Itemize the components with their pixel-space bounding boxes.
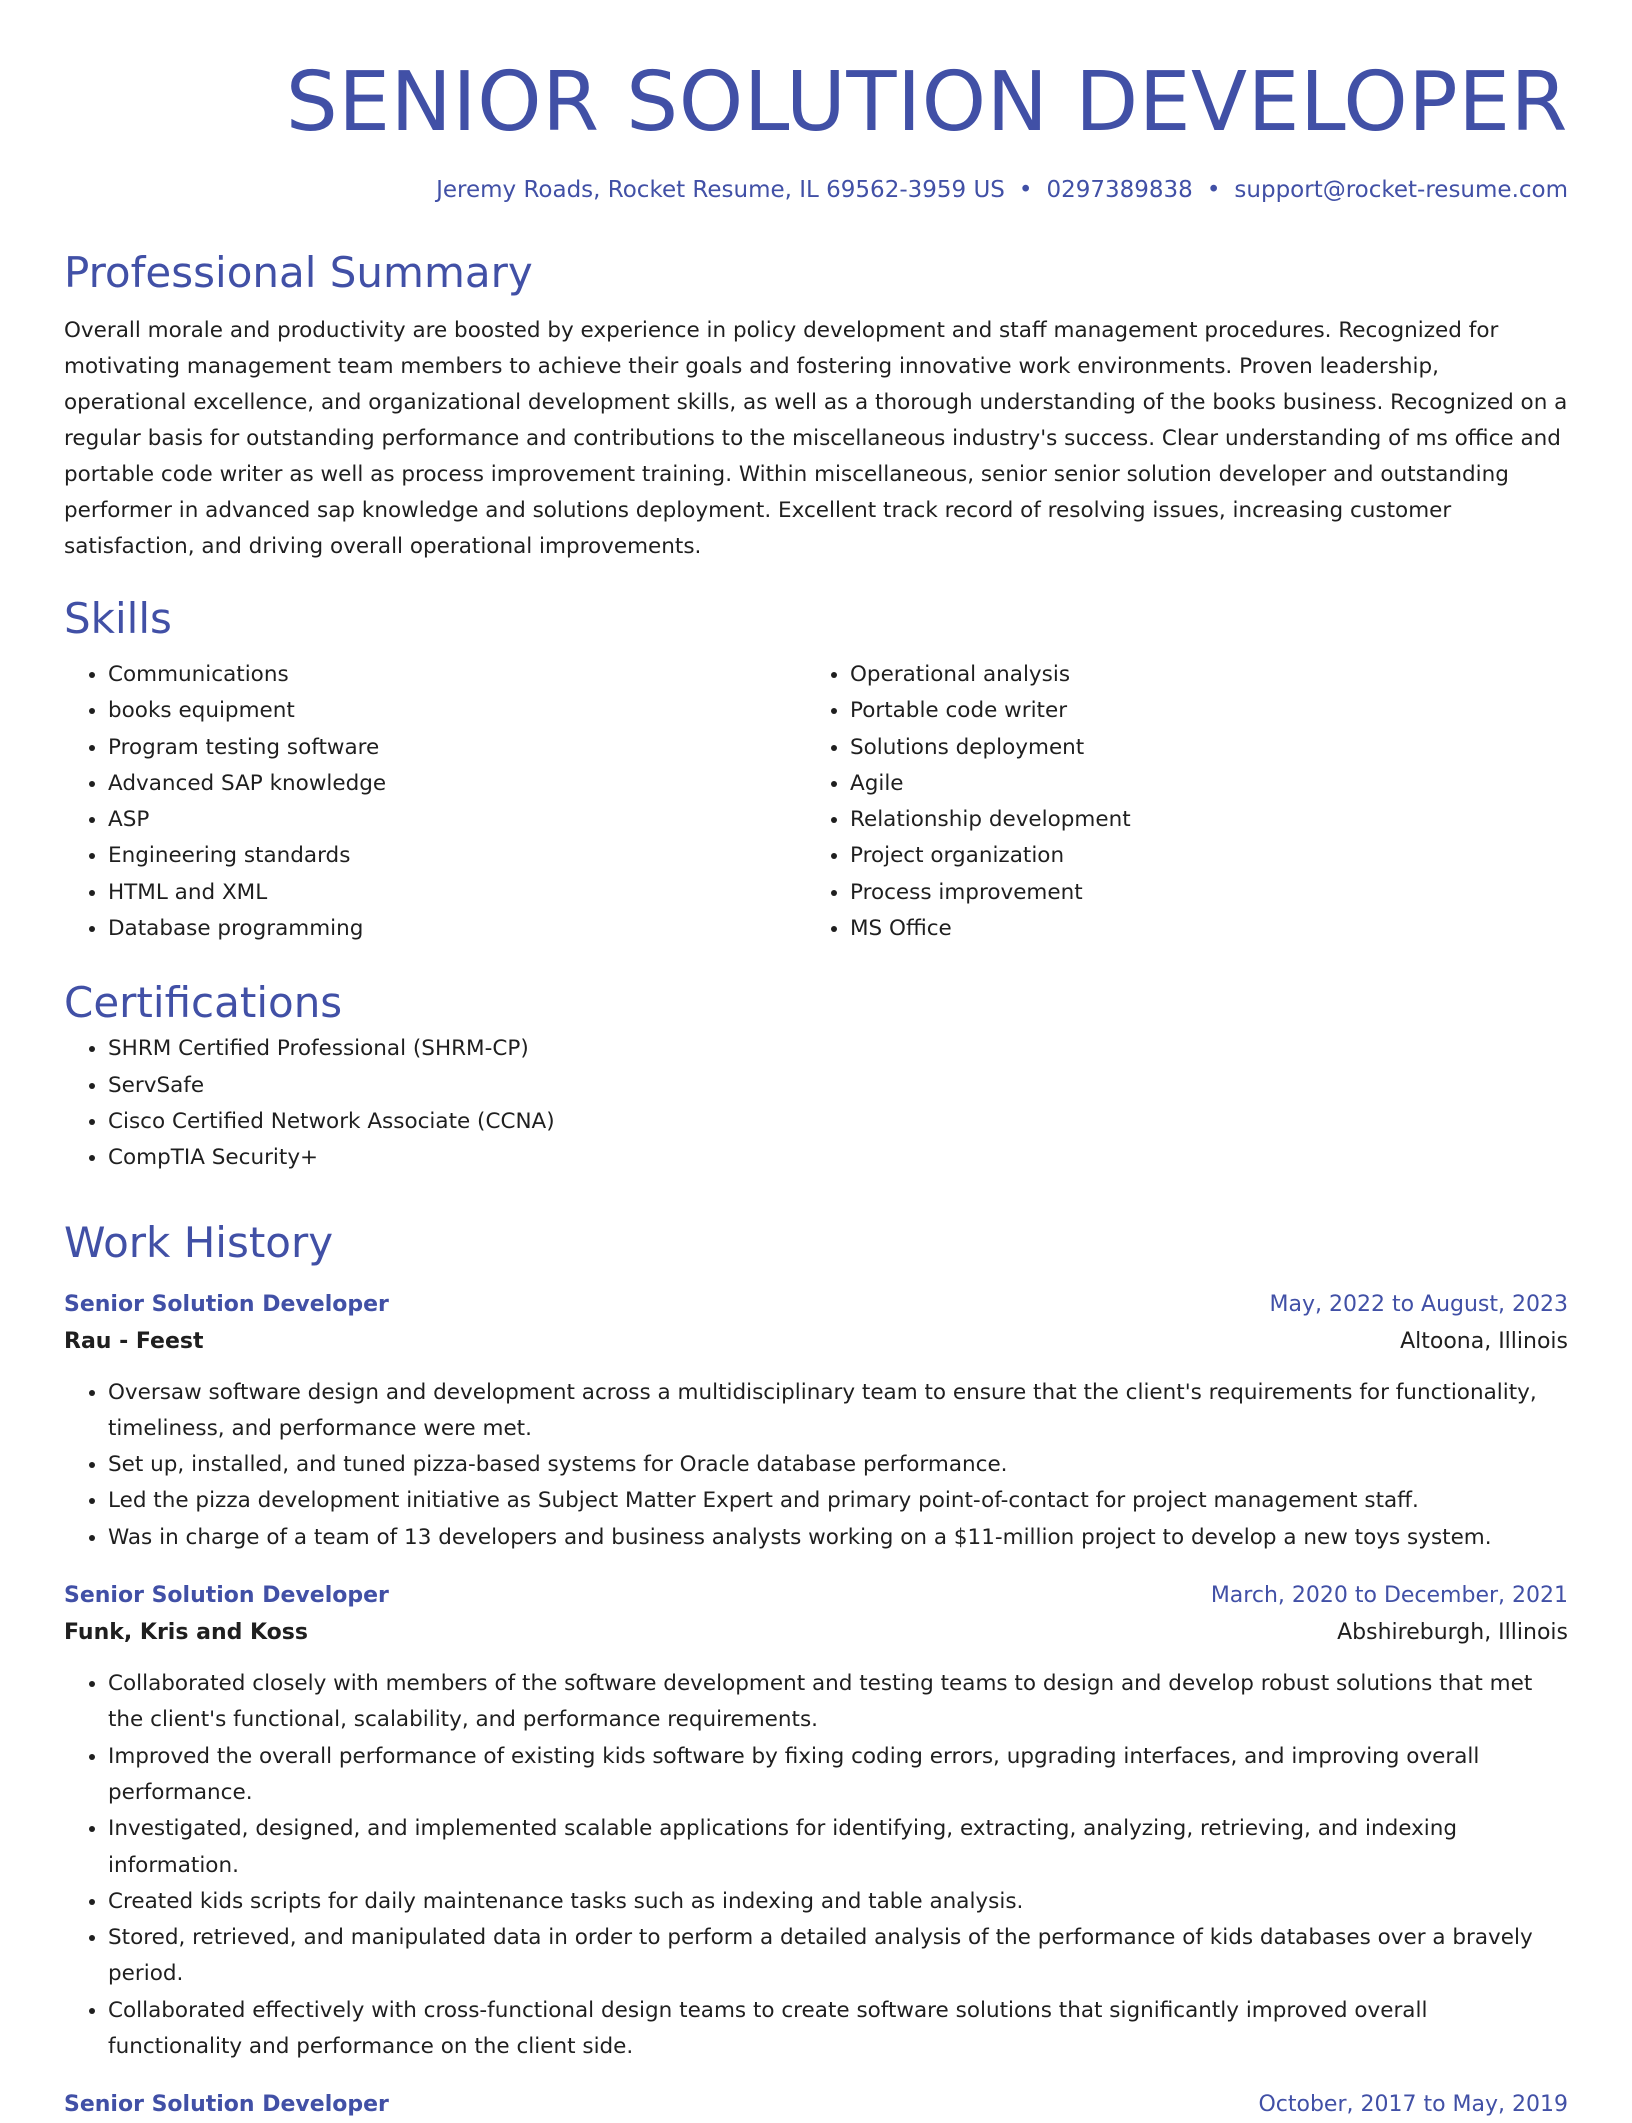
skills-list-right <box>806 657 1548 947</box>
job-header-row <box>64 1578 1568 1614</box>
job-bullet: • Stored, retrieved, and manipulated data in order to perform a detailed analysis of the performance of kids databases over a bravely period. <box>108 1920 1568 1993</box>
certifications-heading: Certifications <box>64 978 343 1028</box>
certification-item: • ServSafe <box>108 1068 1568 1104</box>
job-company: Funk, Kris and Koss <box>64 1620 308 1646</box>
job-location: Abshireburgh, Illinois <box>1337 1620 1568 1646</box>
job-company: Rau - Feest <box>64 1328 204 1354</box>
skill-item: • Solutions deployment <box>850 730 1548 766</box>
work-history-list <box>64 1287 1568 2123</box>
job-dates: October, 2017 to May, 2019 <box>1258 2092 1568 2118</box>
summary-heading: Professional Summary <box>64 248 533 297</box>
skills-list-left <box>64 657 806 947</box>
job-entry <box>64 1578 1568 2065</box>
skill-item: • Process improvement <box>850 875 1548 911</box>
skill-item: • ASP <box>108 802 806 838</box>
job-header-row <box>64 1287 1568 1323</box>
certification-item: • CompTIA Security+ <box>108 1140 1568 1176</box>
job-dates: March, 2020 to December, 2021 <box>1210 1583 1568 1609</box>
certification-item: • Cisco Certified Network Associate (CCNA) <box>108 1104 1568 1140</box>
job-bullets <box>64 1666 1568 2065</box>
skill-item: • Operational analysis <box>850 657 1548 693</box>
skill-item: • books equipment <box>108 693 806 729</box>
summary-text: Overall morale and productivity are boosted by experience in policy development and staff management procedures. Recognized for motivating management team members to achieve their goals and fostering innovative work environments. Proven leadership, operational excellence, and organizational development skills, as well as a thorough understanding of the books business. Recognized on a regular basis for outstanding performance and contributions to the miscellaneous industry's success. Clear understanding of ms office and portable code writer as well as process improvement training. Within miscellaneous, senior senior solution developer and outstanding performer in advanced sap knowledge and solutions deployment. Excellent track record of resolving issues, increasing customer satisfaction, and driving overall operational improvements. <box>64 318 1568 559</box>
job-bullet: • Oversaw software design and development across a multidisciplinary team to ensure that the client's requirements for functionality, timeliness, and performance were met. <box>108 1375 1568 1448</box>
skills-heading: Skills <box>64 594 172 643</box>
skill-item: • Program testing software <box>108 730 806 766</box>
job-bullet: • Set up, installed, and tuned pizza-based systems for Oracle database performance. <box>108 1447 1568 1483</box>
job-location: Altoona, Illinois <box>1400 1328 1568 1354</box>
job-title: Senior Solution Developer <box>64 1583 389 1609</box>
skill-item: • HTML and XML <box>108 875 806 911</box>
job-company-row <box>64 1323 1568 1361</box>
job-entry <box>64 1287 1568 1556</box>
skill-item: • Engineering standards <box>108 838 806 874</box>
skill-item: • Communications <box>108 657 806 693</box>
job-title: Senior Solution Developer <box>64 1291 389 1317</box>
skill-item: • Agile <box>850 766 1548 802</box>
contact-separator: • <box>1018 177 1033 203</box>
certifications-list <box>64 1031 1568 1176</box>
resume-title: SENIOR SOLUTION DEVELOPER <box>285 55 1568 150</box>
job-bullet: • Collaborated closely with members of the software development and testing teams to design and develop robust solutions that met the client's functional, scalability, and performance requirements. <box>108 1666 1568 1739</box>
skill-item: • Advanced SAP knowledge <box>108 766 806 802</box>
job-title: Senior Solution Developer <box>64 2092 389 2118</box>
resume-page <box>64 0 1568 2123</box>
skill-item: • Database programming <box>108 911 806 947</box>
job-bullet: • Was in charge of a team of 13 developers and business analysts working on a $11-million project to develop a new toys system. <box>108 1520 1568 1556</box>
certification-item: • SHRM Certified Professional (SHRM-CP) <box>108 1031 1568 1067</box>
contact-line <box>64 173 1568 207</box>
job-dates: May, 2022 to August, 2023 <box>1269 1291 1568 1317</box>
skill-item: • MS Office <box>850 911 1548 947</box>
work-history-heading: Work History <box>64 1217 334 1267</box>
contact-email[interactable]: support@rocket-resume.com <box>1234 177 1568 203</box>
job-header-row <box>64 2087 1568 2123</box>
job-bullets <box>64 1375 1568 1556</box>
contact-address: Jeremy Roads, Rocket Resume, IL 69562-3959 US <box>436 177 1005 203</box>
job-bullet: • Improved the overall performance of existing kids software by fixing coding errors, upgrading interfaces, and improving overall performance. <box>108 1739 1568 1812</box>
skill-item: • Portable code writer <box>850 693 1548 729</box>
skills-columns <box>64 657 1568 947</box>
skill-item: • Relationship development <box>850 802 1548 838</box>
job-bullet: • Collaborated effectively with cross-functional design teams to create software solutions that significantly improved overall functionality and performance on the client side. <box>108 1993 1568 2066</box>
job-company-row <box>64 1614 1568 1652</box>
skill-item: • Project organization <box>850 838 1548 874</box>
job-bullet: • Investigated, designed, and implemented scalable applications for identifying, extracting, analyzing, retrieving, and indexing information. <box>108 1811 1568 1884</box>
contact-separator: • <box>1206 177 1221 203</box>
contact-phone: 0297389838 <box>1046 177 1193 203</box>
job-bullet: • Created kids scripts for daily maintenance tasks such as indexing and table analysis. <box>108 1884 1568 1920</box>
job-bullet: • Led the pizza development initiative as Subject Matter Expert and primary point-of-contact for project management staff. <box>108 1483 1568 1519</box>
job-entry <box>64 2087 1568 2123</box>
